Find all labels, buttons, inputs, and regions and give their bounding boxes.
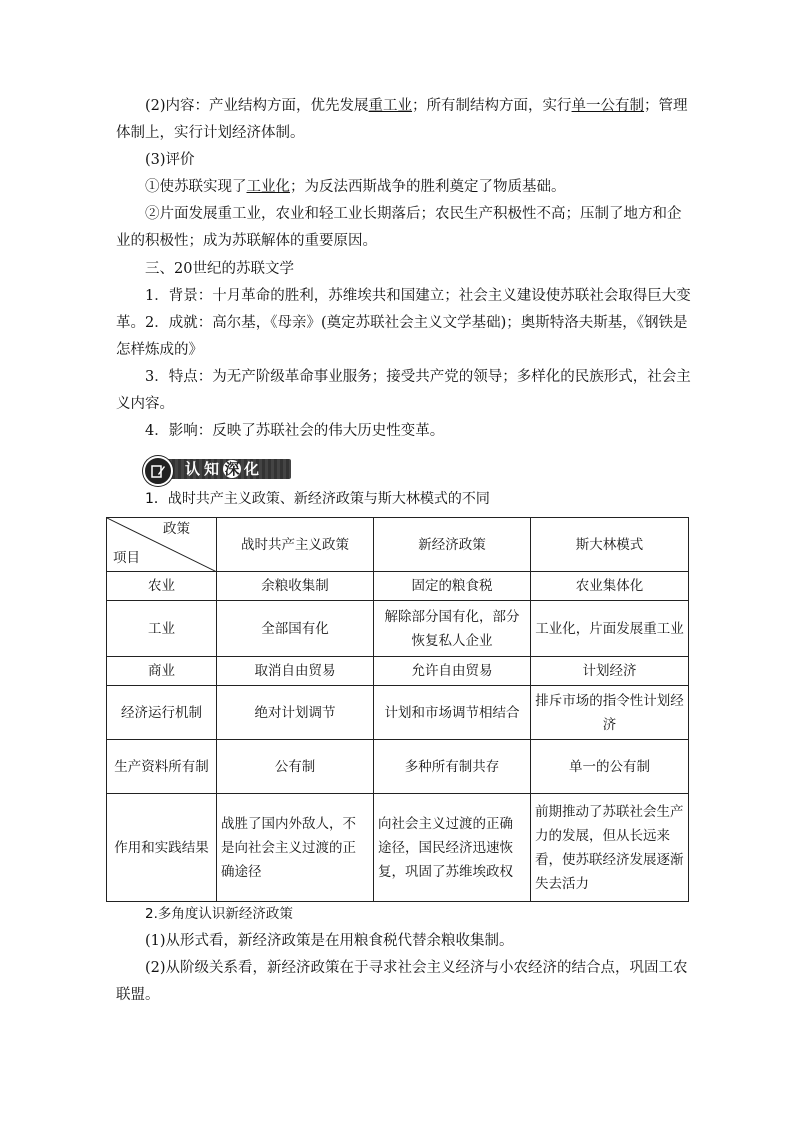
row-header: 经济运行机制 bbox=[107, 686, 217, 740]
paragraph-background: 1．背景：十月革命的胜利，苏维埃共和国建立；社会主义建设使苏联社会取得巨大变革。 bbox=[116, 288, 691, 331]
table-cell: 工业化，片面发展重工业 bbox=[531, 601, 689, 657]
table-header-row bbox=[107, 518, 689, 572]
row-header: 商业 bbox=[107, 657, 217, 686]
banner-label-part: 化 bbox=[244, 460, 264, 478]
table-cell: 单一的公有制 bbox=[531, 740, 689, 794]
paragraph-content bbox=[116, 93, 692, 147]
row-header: 农业 bbox=[107, 572, 217, 601]
table-cell: 取消自由贸易 bbox=[217, 657, 374, 686]
table-row bbox=[107, 740, 689, 794]
table-cell: 前期推动了苏联社会生产力的发展，但从长远来看，使苏联经济发展逐渐失去活力 bbox=[531, 794, 689, 902]
table-corner-cell bbox=[107, 518, 217, 572]
section-banner bbox=[143, 456, 293, 482]
table-cell: 公有制 bbox=[217, 740, 374, 794]
table-row bbox=[107, 572, 689, 601]
table-row bbox=[107, 657, 689, 686]
table-cell: 计划和市场调节相结合 bbox=[374, 686, 531, 740]
row-header: 作用和实践结果 bbox=[107, 794, 217, 902]
paragraph-evaluation-2: ②片面发展重工业，农业和轻工业长期落后；农民生产积极性不高；压制了地方和企业的积极性；成为苏联解体的重要原因。 bbox=[116, 206, 682, 249]
column-header: 斯大林模式 bbox=[531, 518, 689, 572]
table-cell: 解除部分国有化，部分恢复私人企业 bbox=[374, 601, 531, 657]
pen-badge-icon bbox=[143, 456, 173, 486]
corner-label-item: 项目 bbox=[113, 550, 140, 566]
text: ；所有制结构方面，实行 bbox=[412, 98, 572, 114]
table-caption: 1．战时共产主义政策、新经济政策与斯大林模式的不同 bbox=[145, 491, 490, 507]
column-header: 战时共产主义政策 bbox=[217, 518, 374, 572]
paragraph-form-view: (1)从形式看，新经济政策是在用粮食税代替余粮收集制。 bbox=[145, 933, 514, 949]
table-row bbox=[107, 794, 689, 902]
table-cell: 排斥市场的指令性计划经济 bbox=[531, 686, 689, 740]
table-cell: 绝对计划调节 bbox=[217, 686, 374, 740]
paragraph-influence: 4．影响：反映了苏联社会的伟大历史性变革。 bbox=[145, 423, 445, 439]
table-cell: 农业集体化 bbox=[531, 572, 689, 601]
paragraph-features: 3．特点：为无产阶级革命事业服务；接受共产党的领导；多样化的民族形式，社会主义内容。 bbox=[116, 369, 691, 412]
text: ①使苏联实现了 bbox=[145, 179, 247, 195]
banner-label bbox=[185, 459, 263, 479]
table-cell: 战胜了国内外敌人，不是向社会主义过渡的正确途径 bbox=[217, 794, 374, 902]
table-cell: 计划经济 bbox=[531, 657, 689, 686]
banner-label-part: 认知 bbox=[185, 460, 224, 478]
underlined-text: 单一公有制 bbox=[571, 98, 645, 114]
banner-label-highlight: 深 bbox=[224, 460, 240, 478]
paragraph-class-view: (2)从阶级关系看，新经济政策在于寻求社会主义经济与小农经济的结合点，巩固工农联盟。 bbox=[116, 960, 688, 1003]
table-row bbox=[107, 601, 689, 657]
underlined-text: 重工业 bbox=[368, 98, 413, 114]
section-title-literature: 三、20世纪的苏联文学 bbox=[145, 261, 294, 277]
table-cell: 多种所有制共存 bbox=[374, 740, 531, 794]
paragraph-evaluation-1 bbox=[116, 174, 692, 201]
corner-label-policy: 政策 bbox=[163, 521, 190, 537]
table-row bbox=[107, 686, 689, 740]
text: ；管理体制上，实行计划经济体制。 bbox=[116, 98, 688, 141]
table-cell: 全部国有化 bbox=[217, 601, 374, 657]
text: ；为反法西斯战争的胜利奠定了物质基础。 bbox=[290, 179, 566, 195]
paragraph-evaluation-heading: (3)评价 bbox=[145, 152, 195, 168]
underlined-text: 工业化 bbox=[246, 179, 290, 195]
row-header: 工业 bbox=[107, 601, 217, 657]
table-cell: 固定的粮食税 bbox=[374, 572, 531, 601]
comparison-table bbox=[106, 517, 689, 902]
column-header: 新经济政策 bbox=[374, 518, 531, 572]
subsection-heading: 2.多角度认识新经济政策 bbox=[145, 906, 293, 922]
text: (2)内容：产业结构方面，优先发展 bbox=[145, 98, 369, 114]
paragraph-achievements: 2．成就：高尔基，《母亲》(奠定苏联社会主义文学基础)；奥斯特洛夫斯基，《钢铁是怎样炼成的》 bbox=[116, 315, 688, 358]
row-header: 生产资料所有制 bbox=[107, 740, 217, 794]
table-cell: 允许自由贸易 bbox=[374, 657, 531, 686]
table-cell: 向社会主义过渡的正确途径，国民经济迅速恢复，巩固了苏维埃政权 bbox=[374, 794, 531, 902]
table-cell: 余粮收集制 bbox=[217, 572, 374, 601]
